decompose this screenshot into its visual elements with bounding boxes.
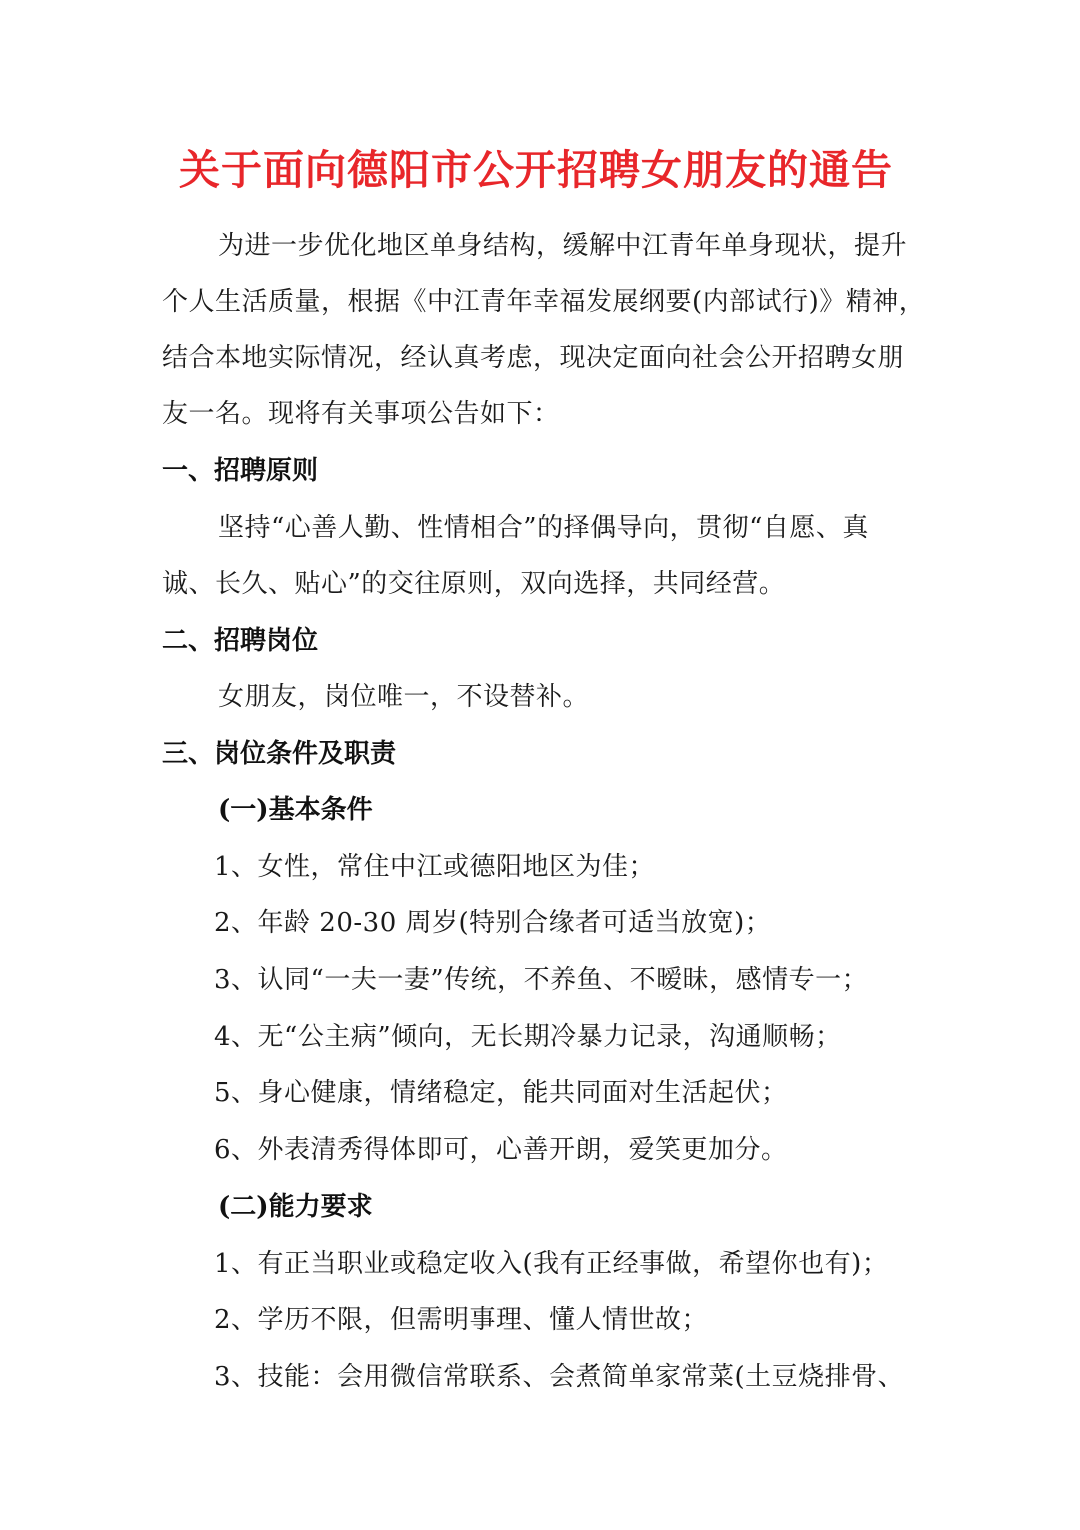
- basic-item-6: 6、外表清秀得体即可，心善开朗，爱笑更加分。: [214, 1135, 788, 1165]
- intro-line-4: 友一名。现将有关事项公告如下：: [162, 399, 560, 429]
- intro-line-2: 个人生活质量，根据《中江青年幸福发展纲要(内部试行)》精神，: [162, 287, 926, 317]
- basic-item-1: 1、女性，常住中江或德阳地区为佳；: [214, 852, 656, 882]
- intro-line-1: 为进一步优化地区单身结构，缓解中江青年单身现状，提升: [218, 231, 908, 261]
- section-heading-conditions: 三、岗位条件及职责: [162, 739, 397, 769]
- basic-item-4: 4、无“公主病”倾向，无长期冷暴力记录，沟通顺畅；: [214, 1022, 842, 1052]
- basic-item-2: 2、年龄 20-30 周岁(特别合缘者可适当放宽)；: [214, 908, 772, 938]
- document-title: 关于面向德阳市公开招聘女朋友的通告: [179, 146, 893, 194]
- position-line-1: 女朋友，岗位唯一，不设替补。: [218, 682, 590, 712]
- intro-line-3: 结合本地实际情况，经认真考虑，现决定面向社会公开招聘女朋: [162, 343, 905, 373]
- ability-item-1: 1、有正当职业或稳定收入(我有正经事做，希望你也有)；: [214, 1249, 889, 1279]
- subsection-heading-ability: (二)能力要求: [218, 1192, 373, 1222]
- section-heading-position: 二、招聘岗位: [162, 626, 319, 656]
- subsection-heading-basic: (一)基本条件: [218, 795, 373, 825]
- section-heading-principles: 一、招聘原则: [162, 456, 319, 486]
- basic-item-5: 5、身心健康，情绪稳定，能共同面对生活起伏；: [214, 1078, 788, 1108]
- ability-item-2: 2、学历不限，但需明事理、懂人情世故；: [214, 1305, 709, 1335]
- basic-item-3: 3、认同“一夫一妻”传统，不养鱼、不暧昧，感情专一；: [214, 965, 869, 995]
- principles-line-2: 诚、长久、贴心”的交往原则，双向选择，共同经营。: [162, 569, 786, 599]
- principles-line-1: 坚持“心善人勤、性情相合”的择偶导向，贯彻“自愿、真: [218, 513, 869, 543]
- ability-item-3: 3、技能：会用微信常联系、会煮简单家常菜(土豆烧排骨、: [214, 1362, 905, 1392]
